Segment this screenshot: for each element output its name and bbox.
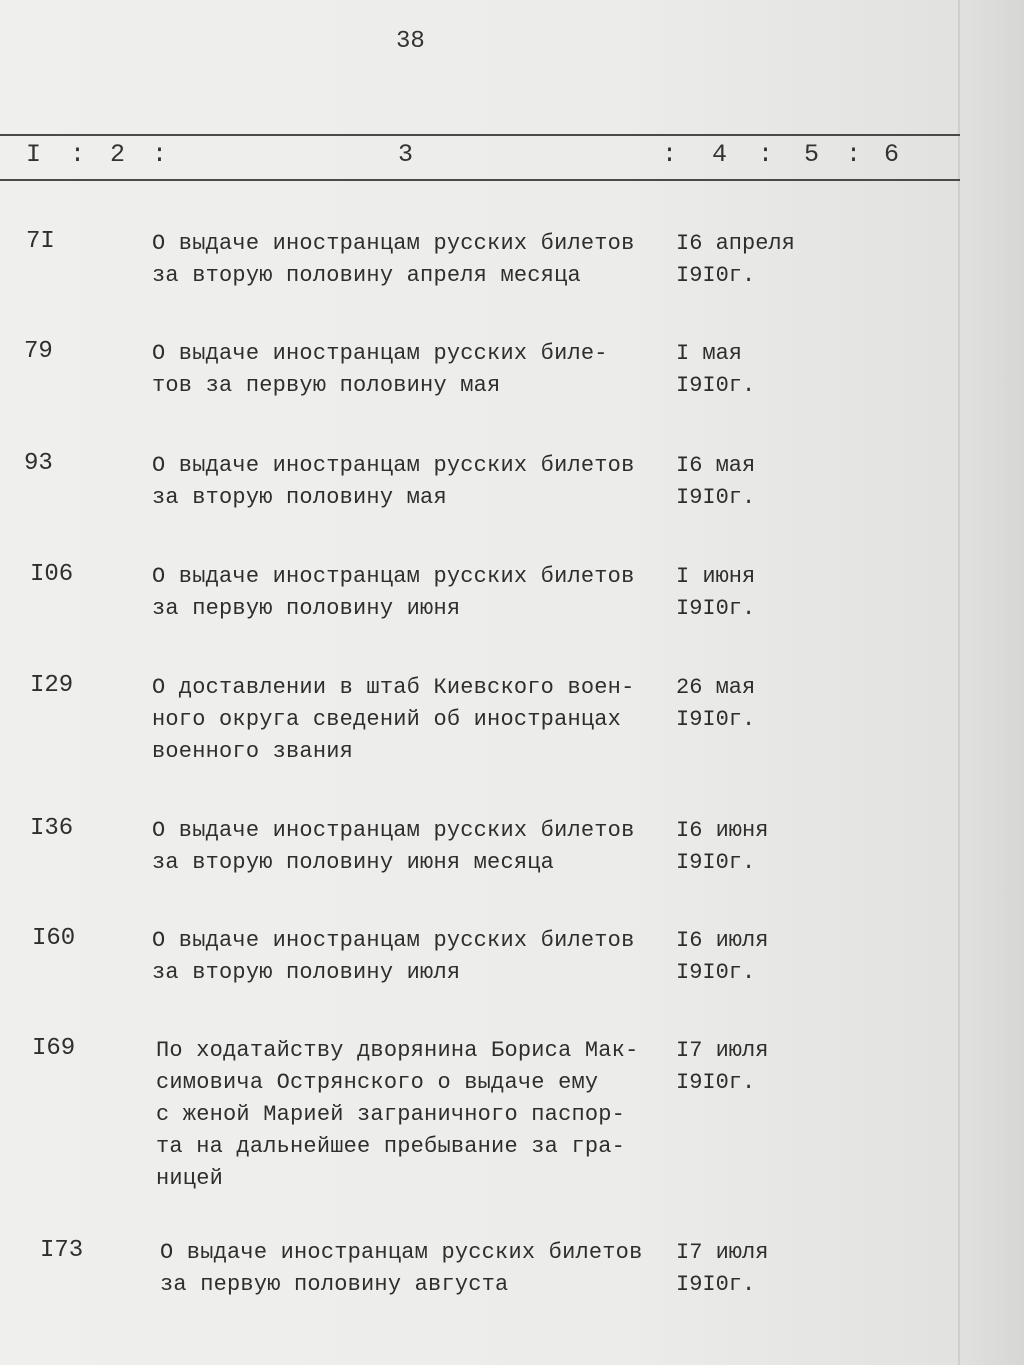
entry-date: I6 июля I9I0г. [676,928,769,985]
column-separator: : [758,140,774,169]
column-header-4: 4 [712,140,728,169]
entry-description: О доставлении в штаб Киевского воен- ного округа сведений об иностранцах военного звания [152,675,635,764]
entry-number: I69 [32,1035,76,1062]
column-header-3: 3 [398,140,414,169]
entry-number: 7I [26,228,55,255]
column-separator: : [70,140,86,169]
entry-number: 93 [24,450,53,477]
entry-number: I29 [30,672,74,699]
page-number: 38 [396,28,425,55]
entry-description: О выдаче иностранцам русских билетов за первую половину июня [152,564,635,621]
entry-description: О выдаче иностранцам русских билетов за вторую половину июля [152,928,635,985]
entry-description: О выдаче иностранцам русских биле- тов за первую половину мая [152,341,608,398]
column-header-6: 6 [884,140,900,169]
entry-date: I6 июня I9I0г. [676,818,769,875]
column-separator: : [846,140,862,169]
header-rule-bottom [0,179,960,181]
entry-date: I7 июля I9I0г. [676,1240,769,1297]
entry-description: О выдаче иностранцам русских билетов за вторую половину мая [152,453,635,510]
entry-description: По ходатайству дворянина Бориса Мак- симовича Острянского о выдаче ему с женой Марией заграничного паспор- та на дальнейшее пребывание за гра- ницей [156,1038,639,1191]
entry-number: I36 [30,815,74,842]
column-header-2: 2 [110,140,126,169]
page-edge [958,0,960,1365]
entry-description: О выдаче иностранцам русских билетов за вторую половину апреля месяца [152,231,635,288]
entry-date: I7 июля I9I0г. [676,1038,769,1095]
entry-description: О выдаче иностранцам русских билетов за первую половину августа [160,1240,643,1297]
column-header-1: I [26,140,42,169]
entry-number: I73 [40,1237,84,1264]
entry-date: I мая I9I0г. [676,341,756,398]
entry-date: I июня I9I0г. [676,564,756,621]
entry-date: I6 апреля I9I0г. [676,231,795,288]
entry-number: 79 [24,338,53,365]
column-header-5: 5 [804,140,820,169]
entry-description: О выдаче иностранцам русских билетов за вторую половину июня месяца [152,818,635,875]
entry-date: I6 мая I9I0г. [676,453,756,510]
header-rule-top [0,134,960,136]
column-separator: : [662,140,678,169]
column-separator: : [152,140,168,169]
entry-number: I06 [30,561,74,588]
entry-number: I60 [32,925,76,952]
entry-date: 26 мая I9I0г. [676,675,756,732]
